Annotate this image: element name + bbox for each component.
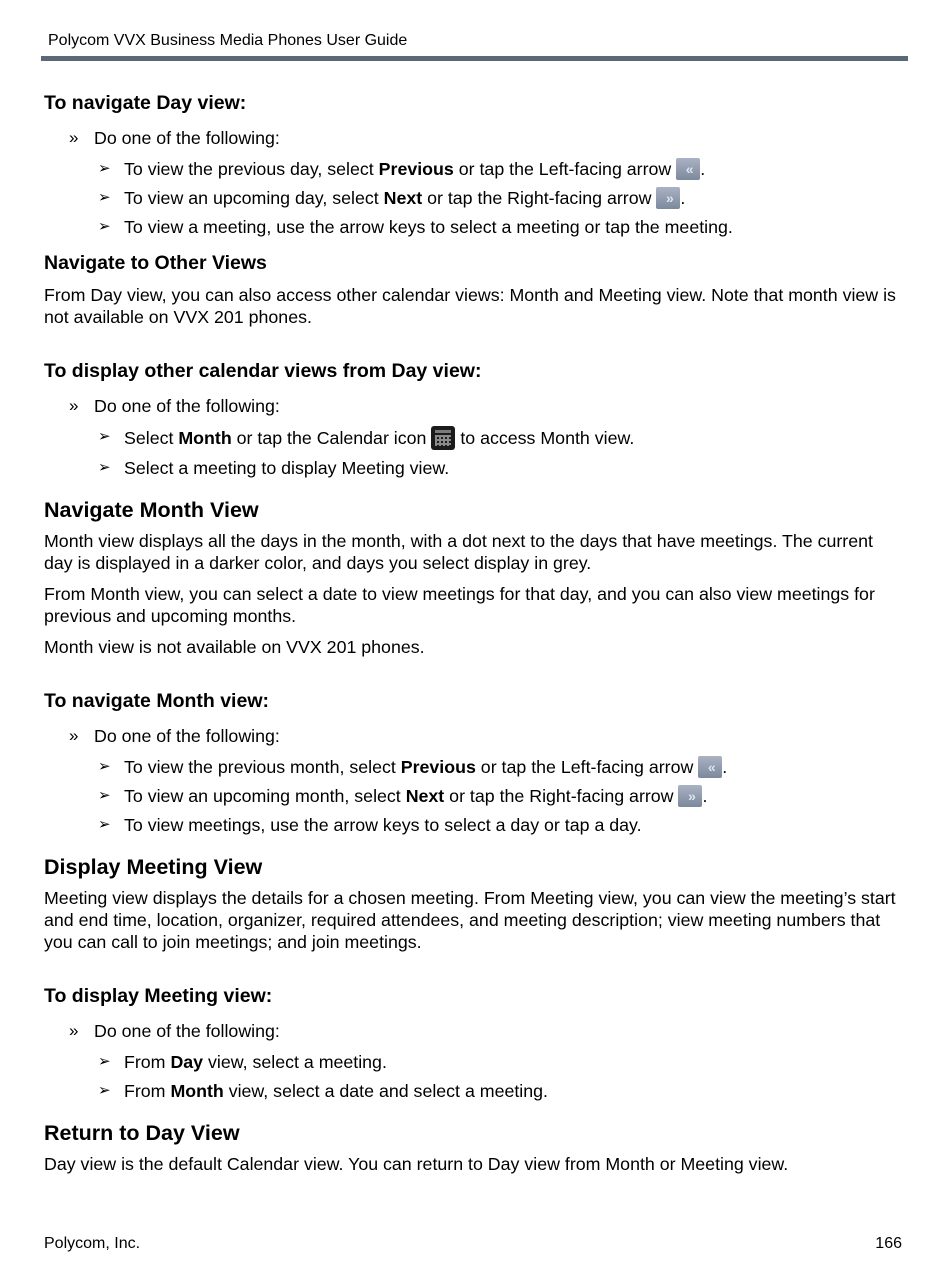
arrow-bullet-icon: ➢	[98, 160, 111, 177]
list-item: ➢ To view a meeting, use the arrow keys to select a meeting or tap the meeting.	[98, 217, 733, 237]
arrow-bullet-icon: ➢	[98, 787, 111, 804]
bullet-marker: »	[69, 396, 79, 415]
document-body	[44, 90, 906, 1175]
paragraph: From Month view, you can select a date to view meetings for that day, and you can also view meetings for previous and upcoming months.	[44, 584, 875, 626]
left-arrow-icon: «	[698, 756, 722, 778]
bullet-marker: »	[69, 726, 79, 745]
heading-navigate-month: To navigate Month view:	[44, 690, 269, 712]
list-item: ➢ Select Month or tap the Calendar icon to access Month view.	[98, 428, 635, 448]
arrow-bullet-icon: ➢	[98, 189, 111, 206]
list-item: ➢ To view the previous day, select Previous or tap the Left-facing arrow « .	[98, 159, 706, 179]
right-arrow-icon: »	[656, 187, 680, 209]
arrow-bullet-icon: ➢	[98, 428, 111, 445]
paragraph: Month view is not available on VVX 201 phones.	[44, 637, 425, 657]
arrow-bullet-icon: ➢	[98, 218, 111, 235]
arrow-bullet-icon: ➢	[98, 1053, 111, 1070]
paragraph: Day view is the default Calendar view. You can return to Day view from Month or Meeting view.	[44, 1154, 789, 1174]
list-item: ➢ Select a meeting to display Meeting view.	[98, 458, 450, 478]
list-intro: » Do one of the following:	[69, 128, 280, 148]
heading-display-meeting-view: Display Meeting View	[44, 855, 263, 879]
list-intro: » Do one of the following:	[69, 726, 280, 746]
arrow-bullet-icon: ➢	[98, 816, 111, 833]
list-item: ➢ To view an upcoming day, select Next or tap the Right-facing arrow » .	[98, 188, 686, 208]
header-divider	[41, 56, 908, 61]
calendar-icon	[431, 426, 455, 450]
heading-navigate-month-view: Navigate Month View	[44, 498, 259, 522]
left-arrow-icon: «	[676, 158, 700, 180]
heading-return-day-view: Return to Day View	[44, 1121, 240, 1145]
arrow-bullet-icon: ➢	[98, 758, 111, 775]
list-item: ➢ To view the previous month, select Previous or tap the Left-facing arrow « .	[98, 757, 728, 777]
footer-company: Polycom, Inc.	[44, 1235, 141, 1252]
arrow-bullet-icon: ➢	[98, 1082, 111, 1099]
heading-display-meeting: To display Meeting view:	[44, 985, 273, 1007]
paragraph: From Day view, you can also access other calendar views: Month and Meeting view. Note that month view is not available on VVX 201 phones.	[44, 285, 896, 327]
bullet-marker: »	[69, 1021, 79, 1040]
list-item: ➢ From Day view, select a meeting.	[98, 1052, 387, 1072]
list-intro: » Do one of the following:	[69, 1021, 280, 1041]
bullet-marker: »	[69, 128, 79, 147]
paragraph: Meeting view displays the details for a chosen meeting. From Meeting view, you can view the meeting’s start and end time, location, organizer, required attendees, and meeting description; view meeting numbers that you can call to join meetings; and join meetings.	[44, 888, 896, 952]
list-intro: » Do one of the following:	[69, 396, 280, 416]
header-title: Polycom VVX Business Media Phones User Guide	[48, 32, 408, 49]
list-item: ➢ To view an upcoming month, select Next or tap the Right-facing arrow » .	[98, 786, 708, 806]
paragraph: Month view displays all the days in the month, with a dot next to the days that have meetings. The current day is displayed in a darker color, and days you select display in grey.	[44, 531, 873, 573]
list-item: ➢ To view meetings, use the arrow keys to select a day or tap a day.	[98, 815, 642, 835]
right-arrow-icon: »	[678, 785, 702, 807]
heading-navigate-day: To navigate Day view:	[44, 92, 247, 114]
list-item: ➢ From Month view, select a date and select a meeting.	[98, 1081, 548, 1101]
heading-other-views: Navigate to Other Views	[44, 252, 267, 274]
heading-display-other-views: To display other calendar views from Day view:	[44, 360, 482, 382]
arrow-bullet-icon: ➢	[98, 459, 111, 476]
page-number: 166	[875, 1235, 902, 1252]
